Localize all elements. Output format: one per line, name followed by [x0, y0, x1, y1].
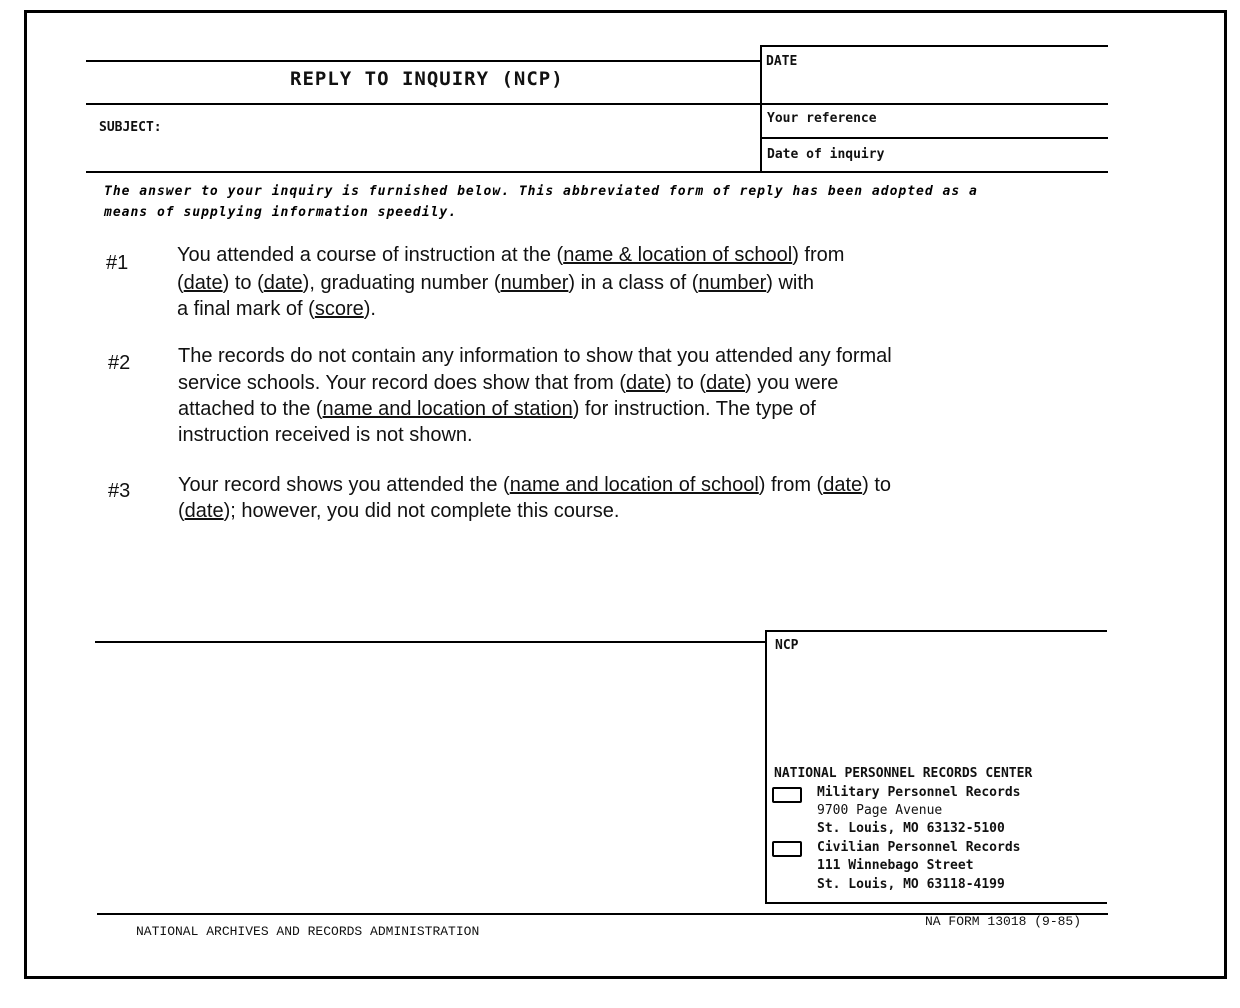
- center-name: NATIONAL PERSONNEL RECORDS CENTER: [774, 766, 1033, 781]
- title-top-rule: [86, 60, 760, 62]
- item-2-number: #2: [108, 352, 131, 374]
- item-1-line-1: You attended a course of instruction at the (name & location of school) from: [177, 244, 845, 266]
- subject-label: SUBJECT:: [99, 120, 162, 135]
- military-records-city: St. Louis, MO 63132-5100: [817, 821, 1005, 836]
- office-code: NCP: [775, 638, 799, 653]
- reference-bottom-rule: [760, 137, 1108, 139]
- agency-name: NATIONAL ARCHIVES AND RECORDS ADMINISTRATION: [136, 924, 480, 939]
- item-2-line-1: The records do not contain any information to show that you attended any formal: [178, 345, 892, 367]
- form-title: REPLY TO INQUIRY (NCP): [290, 68, 564, 90]
- item-3-line-1: Your record shows you attended the (name and location of school) from (date) to: [178, 474, 892, 496]
- your-reference-label: Your reference: [767, 111, 877, 126]
- title-bottom-rule: [86, 103, 1108, 105]
- date-top-rule: [760, 45, 1108, 47]
- sender-divider: [765, 630, 767, 904]
- item-2-line-4: instruction received is not shown.: [178, 424, 473, 446]
- header-divider: [760, 45, 762, 173]
- item-3-line-2: (date); however, you did not complete this course.: [178, 500, 620, 522]
- bottom-left-rule: [95, 641, 765, 643]
- sender-bottom-rule: [765, 902, 1107, 904]
- subject-bottom-rule: [86, 171, 1108, 173]
- sender-top-rule: [765, 630, 1107, 632]
- civilian-records-city: St. Louis, MO 63118-4199: [817, 877, 1005, 892]
- military-records-name: Military Personnel Records: [817, 785, 1021, 800]
- item-1-number: #1: [106, 252, 129, 274]
- item-3-number: #3: [108, 480, 131, 502]
- date-label: DATE: [766, 54, 798, 69]
- intro-line-2: means of supplying information speedily.: [104, 205, 458, 220]
- military-records-street: 9700 Page Avenue: [817, 803, 943, 818]
- civilian-records-street: 111 Winnebago Street: [817, 858, 974, 873]
- form-number: NA FORM 13018 (9-85): [925, 914, 1082, 929]
- civilian-records-name: Civilian Personnel Records: [817, 840, 1021, 855]
- military-records-checkbox[interactable]: [772, 787, 802, 803]
- intro-line-1: The answer to your inquiry is furnished below. This abbreviated form of reply has been adopted as a: [104, 184, 978, 199]
- date-of-inquiry-label: Date of inquiry: [767, 147, 885, 162]
- item-1-line-3: a final mark of (score).: [177, 298, 376, 320]
- item-2-line-2: service schools. Your record does show that from (date) to (date) you were: [178, 372, 839, 394]
- item-2-line-3: attached to the (name and location of station) for instruction. The type of: [178, 398, 816, 420]
- item-1-line-2: (date) to (date), graduating number (number) in a class of (number) with: [177, 272, 815, 294]
- civilian-records-checkbox[interactable]: [772, 841, 802, 857]
